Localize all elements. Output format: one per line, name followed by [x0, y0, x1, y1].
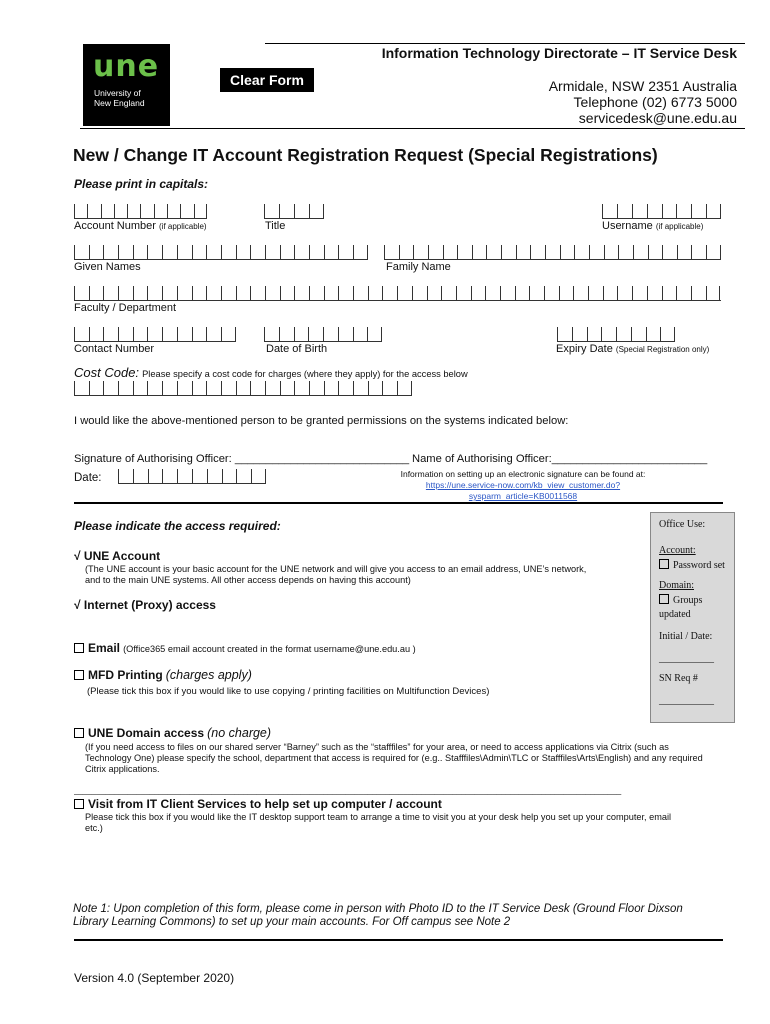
- expiry-date-label: Expiry Date (Special Registration only): [556, 343, 710, 355]
- account-number-label: Account Number (if applicable): [74, 220, 207, 232]
- clear-form-button[interactable]: Clear Form: [220, 68, 314, 92]
- authorising-name-label[interactable]: Name of Authorising Officer:_________________________: [412, 453, 708, 465]
- given-names-boxes[interactable]: [74, 245, 368, 260]
- office-use-panel: [650, 512, 735, 723]
- footer-divider: [74, 939, 723, 941]
- sn-req-line[interactable]: ___________: [659, 695, 714, 706]
- it-visit-checkbox[interactable]: [74, 799, 84, 809]
- expiry-date-boxes[interactable]: [557, 327, 675, 342]
- faculty-label: Faculty / Department: [74, 302, 177, 314]
- completion-note: Note 1: Upon completion of this form, please come in person with Photo ID to the IT Service Desk (Ground Floor Dixson Library Learning Commons) to set up your main accounts. For Off campus see Note 2: [73, 903, 683, 928]
- directorate-title: Information Technology Directorate – IT Service Desk: [381, 45, 737, 61]
- username-boxes[interactable]: [602, 204, 721, 219]
- initial-date-label: Initial / Date:: [659, 631, 713, 642]
- email-line: servicedesk@une.edu.au: [578, 110, 737, 126]
- groups-updated-item[interactable]: Groups: [659, 594, 726, 607]
- email-checkbox[interactable]: [74, 643, 84, 653]
- une-account-description: (The UNE account is your basic account for the UNE network and will give you access to an email address, UNE’s network, and to the main UNE systems. All other access depends on having this account): [85, 564, 587, 585]
- signature-divider: [74, 502, 723, 504]
- logo-wordmark: une: [93, 49, 160, 84]
- faculty-boxes[interactable]: [74, 286, 721, 301]
- contact-address: [549, 78, 737, 126]
- password-set-checkbox[interactable]: [659, 559, 669, 569]
- mfd-printing-checkbox[interactable]: [74, 670, 84, 680]
- domain-access-entry-line[interactable]: ___________________________________________________________________________________________________________________________: [74, 786, 622, 795]
- une-logo: [83, 44, 170, 126]
- domain-access-option[interactable]: UNE Domain access (no charge): [74, 726, 271, 740]
- given-names-label: Given Names: [74, 261, 141, 273]
- title-boxes[interactable]: [264, 204, 324, 219]
- family-name-boxes[interactable]: [384, 245, 721, 260]
- version-label: Version 4.0 (September 2020): [74, 971, 235, 985]
- date-label: Date:: [74, 472, 102, 484]
- address-line: Armidale, NSW 2351 Australia: [548, 78, 737, 94]
- groups-updated-label: updated: [659, 609, 691, 620]
- it-visit-option[interactable]: Visit from IT Client Services to help set up computer / account: [74, 797, 442, 811]
- contact-number-label: Contact Number: [74, 343, 155, 355]
- contact-number-boxes[interactable]: [74, 327, 236, 342]
- domain-access-description: (If you need access to files on our shared server “Barney” such as the “stafffiles” for your area, or need to access applications via Citrix (such as Technology One) please specify the school, department that access is required for (e.g.. Stafffiles\Admin\TLC or Stafffiles\Arts\English) and any required Citrix applications.: [85, 742, 703, 774]
- it-visit-description: Please tick this box if you would like the IT desktop support team to arrange a time to visit you at your desk help you set up your computer, email etc.): [85, 812, 672, 833]
- office-domain-label: Domain:: [659, 580, 694, 591]
- logo-subtitle: University of New England: [94, 88, 145, 108]
- office-account-label: Account:: [659, 545, 696, 556]
- access-heading: Please indicate the access required:: [74, 519, 281, 533]
- office-use-title: Office Use:: [659, 519, 706, 530]
- header-top-rule: [265, 43, 745, 44]
- mfd-printing-description: (Please tick this box if you would like to use copying / printing facilities on Multifunction Devices): [87, 686, 490, 697]
- title-label: Title: [265, 220, 286, 232]
- initial-date-line[interactable]: ___________: [659, 653, 714, 664]
- print-capitals-note: Please print in capitals:: [74, 177, 209, 191]
- dob-label: Date of Birth: [266, 343, 328, 355]
- sn-req-label: SN Req #: [659, 673, 698, 684]
- cost-code-label: Cost Code: Please specify a cost code for charges (where they apply) for the access below: [74, 365, 468, 380]
- header-bottom-rule: [80, 128, 745, 129]
- account-number-boxes[interactable]: [74, 204, 207, 219]
- domain-access-checkbox[interactable]: [74, 728, 84, 738]
- mfd-printing-option[interactable]: MFD Printing (charges apply): [74, 668, 252, 682]
- family-name-label: Family Name: [386, 261, 451, 273]
- password-set-item[interactable]: Password set: [659, 559, 726, 572]
- signature-label[interactable]: Signature of Authorising Officer: ____________________________: [74, 453, 410, 465]
- e-signature-link[interactable]: https://une.service-now.com/kb_view_customer.do?sysparm_article=KB0011568: [425, 480, 621, 501]
- page-title: New / Change IT Account Registration Request (Special Registrations): [73, 145, 658, 165]
- groups-updated-checkbox[interactable]: [659, 594, 669, 604]
- une-account-heading: √ UNE Account: [74, 549, 161, 563]
- permissions-statement: I would like the above-mentioned person to be granted permissions on the systems indicated below:: [74, 415, 569, 427]
- username-label: Username (if applicable): [602, 220, 704, 232]
- email-option[interactable]: Email (Office365 email account created in the format username@une.edu.au ): [74, 641, 416, 655]
- cost-code-boxes[interactable]: [74, 381, 412, 396]
- date-boxes[interactable]: [118, 469, 266, 484]
- internet-access-heading: √ Internet (Proxy) access: [74, 598, 216, 612]
- dob-boxes[interactable]: [264, 327, 382, 342]
- telephone-line: Telephone (02) 6773 5000: [573, 94, 737, 110]
- e-signature-info: Information on setting up an electronic signature can be found at: https://une.service-now.com/kb_view_customer.do?sysparm_article=KB0011568: [400, 469, 646, 501]
